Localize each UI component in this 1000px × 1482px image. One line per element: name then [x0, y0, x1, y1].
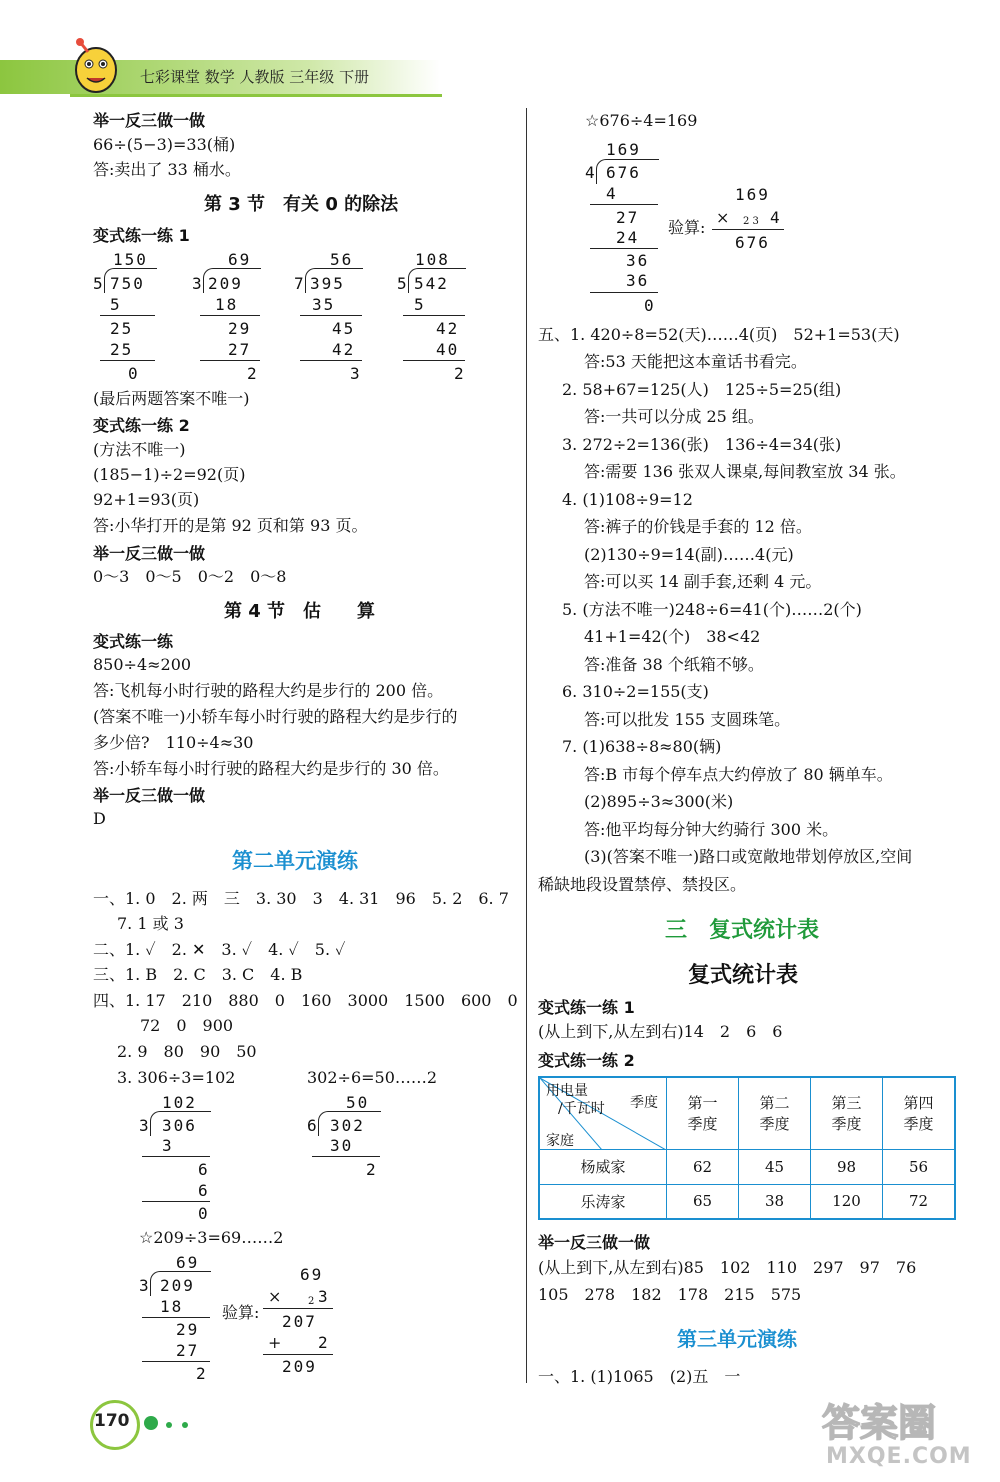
answer-line: 答:需要 136 张双人课桌,每间教室放 34 张。: [584, 462, 906, 481]
rule: [200, 360, 260, 361]
answer-line: 答:准备 38 个纸箱不够。: [584, 655, 764, 674]
carry: 2 3: [743, 216, 759, 227]
divisor: 3: [192, 274, 204, 293]
unit-title: 第三单元演练: [677, 1327, 797, 1351]
answer-line: (2)130÷9=14(副)……4(元): [584, 545, 794, 564]
dividend: 302: [330, 1116, 365, 1135]
section-heading: 举一反三做一做: [93, 544, 206, 563]
times-sign: ×: [268, 1287, 282, 1306]
answer-line: 6. 310÷2=155(支): [562, 682, 709, 701]
remainder: 0: [644, 296, 656, 315]
dividend: 542: [414, 274, 449, 293]
exercise-heading: 变式练一练 1: [538, 998, 635, 1017]
rule: [142, 1156, 210, 1157]
rule: [263, 1354, 333, 1355]
mascot-icon: [70, 34, 122, 96]
step: 18: [215, 295, 239, 314]
multiplicand: 69: [300, 1265, 324, 1284]
table-row: [539, 1184, 955, 1219]
quotient: 169: [606, 140, 641, 159]
answer-line: 五、1. 420÷8=52(天)……4(页) 52+1=53(天): [538, 325, 900, 344]
answer-line: 3. 306÷3=102: [117, 1068, 236, 1087]
step: 40: [436, 340, 460, 359]
answer-line: (2)895÷3≈300(米): [584, 792, 734, 811]
compound-stat-table: [538, 1076, 956, 1220]
divisor: 3: [139, 1116, 151, 1135]
rule: [712, 229, 784, 230]
step: 5: [414, 295, 426, 314]
multiplier: 3: [318, 1287, 330, 1306]
table-cell: 120: [811, 1184, 883, 1219]
step: 6: [198, 1160, 210, 1179]
multiplicand: 169: [735, 185, 770, 204]
divisor: 4: [585, 163, 597, 182]
column-header: 第四 季度: [883, 1077, 956, 1149]
corner-top: 用电量: [546, 1083, 588, 1099]
answer-line: (从上到下,从左到右)85 102 110 297 97 76: [538, 1258, 917, 1277]
column-header: 第三 季度: [811, 1077, 883, 1149]
rule: [590, 292, 658, 293]
rule: [142, 1317, 210, 1318]
corner-bottom: 家庭: [546, 1133, 574, 1149]
answer-line: 一、1. (1)1065 (2)五 一: [538, 1367, 741, 1386]
step: 42: [436, 319, 460, 338]
text-line: 多少倍? 110÷4≈30: [93, 733, 254, 752]
dot-icon: [166, 1422, 172, 1428]
rule: [142, 1361, 210, 1362]
text-line: 92+1=93(页): [93, 490, 200, 509]
quotient: 108: [415, 250, 450, 269]
text-line: 答:小华打开的是第 92 页和第 93 页。: [93, 516, 368, 535]
step: 25: [110, 340, 134, 359]
step: 27: [176, 1341, 200, 1360]
text-line: 850÷4≈200: [93, 655, 192, 674]
dot-icon: [144, 1416, 158, 1430]
multiplier: 4: [770, 208, 782, 227]
divisor: 3: [139, 1276, 151, 1295]
answer-line: 7. (1)638÷8≈80(辆): [562, 737, 722, 756]
step: 27: [228, 340, 252, 359]
step: 24: [616, 228, 640, 247]
dividend: 306: [162, 1116, 197, 1135]
dot-icon: [182, 1422, 188, 1428]
answer-line: 答:B 市每个停车点大约停放了 80 辆单车。: [584, 765, 893, 784]
watermark-logo: 答案圈: [822, 1401, 937, 1445]
text-line: 答:卖出了 33 桶水。: [93, 160, 241, 179]
dividend: 209: [208, 274, 243, 293]
exercise-heading: 变式练一练: [93, 632, 174, 651]
answer-line: (从上到下,从左到右)14 2 6 6: [538, 1022, 783, 1041]
step: 5: [110, 295, 122, 314]
answer-line: 2. 58+67=125(人) 125÷5=25(组): [562, 380, 842, 399]
text-line: D: [93, 809, 106, 828]
step: 3: [162, 1136, 174, 1155]
check-label: 验算:: [668, 218, 706, 237]
table-cell: 62: [667, 1149, 739, 1184]
column-header: 第一 季度: [667, 1077, 739, 1149]
text-line: 答:飞机每小时行驶的路程大约是步行的 200 倍。: [93, 681, 444, 700]
text-line: 答:小轿车每小时行驶的路程大约是步行的 30 倍。: [93, 759, 449, 778]
dividend: 395: [310, 274, 345, 293]
step: 35: [312, 295, 336, 314]
answer-line: 答:他平均每分钟大约骑行 300 米。: [584, 820, 839, 839]
text-line: 0～3 0～5 0～2 0～8: [93, 567, 287, 586]
row-label: 杨威家: [539, 1149, 667, 1184]
answer-line: (3)(答案不唯一)路口或宽敞地带划停放区,空间: [584, 847, 913, 866]
text-line: 66÷(5−3)=33(桶): [93, 135, 236, 154]
answer-line: 答:53 天能把这本童话书看完。: [584, 352, 807, 371]
table-cell: 56: [883, 1149, 956, 1184]
answer-line: 3. 272÷2=136(张) 136÷4=34(张): [562, 435, 842, 454]
corner-mid: /千瓦时: [558, 1101, 605, 1117]
column-divider: [526, 108, 527, 1383]
exercise-heading: 变式练一练 2: [538, 1051, 635, 1070]
header-underline: [70, 94, 442, 97]
dividend: 209: [160, 1276, 195, 1295]
quotient: 102: [162, 1093, 197, 1112]
divisor: 6: [307, 1116, 319, 1135]
remainder: 2: [196, 1364, 208, 1383]
check-label: 验算:: [222, 1303, 260, 1322]
exercise-heading: 变式练一练 1: [93, 226, 190, 245]
section-title: 复式统计表: [688, 963, 799, 988]
answer-line: ☆209÷3=69……2: [139, 1228, 284, 1247]
divisor: 5: [93, 274, 105, 293]
section-title: 第 4 节 估 算: [224, 601, 376, 622]
rule: [312, 1156, 380, 1157]
answer-line: ☆676÷4=169: [585, 111, 698, 130]
remainder: 3: [350, 364, 362, 383]
rule: [300, 315, 362, 316]
answer-line: 四、1. 17 210 880 0 160 3000 1500 600 0: [93, 991, 518, 1010]
table-cell: 65: [667, 1184, 739, 1219]
remainder: 0: [128, 364, 140, 383]
note: (最后两题答案不唯一): [93, 389, 250, 408]
text-line: (方法不唯一): [93, 440, 186, 459]
row-label: 乐涛家: [539, 1184, 667, 1219]
chapter-title: 三 复式统计表: [665, 918, 820, 943]
step: 27: [616, 208, 640, 227]
addend: 2: [318, 1333, 330, 1352]
step: 18: [160, 1297, 184, 1316]
answer-line: 答:可以批发 155 支圆珠笔。: [584, 710, 791, 729]
quotient: 69: [228, 250, 252, 269]
carry: 2: [308, 1296, 315, 1307]
quotient: 56: [330, 250, 354, 269]
answer-line: 41+1=42(个) 38<42: [584, 627, 761, 646]
quotient: 69: [176, 1253, 200, 1272]
answer-line: 4. (1)108÷9=12: [562, 490, 693, 509]
table-row: [539, 1149, 955, 1184]
answer-line: 7. 1 或 3: [117, 914, 184, 933]
rule: [100, 360, 155, 361]
section-title: 第 3 节 有关 0 的除法: [204, 194, 399, 215]
table-cell: 38: [739, 1184, 811, 1219]
sum: 209: [282, 1357, 317, 1376]
answer-line: 答:裤子的价钱是手套的 12 倍。: [584, 517, 812, 536]
step: 36: [626, 271, 650, 290]
answer-line: 稀缺地段设置禁停、禁投区。: [538, 875, 747, 894]
product: 207: [282, 1312, 317, 1331]
remainder: 2: [454, 364, 466, 383]
table-cell: 72: [883, 1184, 956, 1219]
rule: [590, 248, 658, 249]
text-line: (答案不唯一)小轿车每小时行驶的路程大约是步行的: [93, 707, 458, 726]
table-cell: 45: [739, 1149, 811, 1184]
remainder: 2: [366, 1160, 378, 1179]
quotient: 150: [113, 250, 148, 269]
divisor: 5: [397, 274, 409, 293]
column-header: 第二 季度: [739, 1077, 811, 1149]
step: 36: [626, 251, 650, 270]
answer-line: 105 278 182 178 215 575: [538, 1285, 802, 1304]
plus-sign: +: [268, 1333, 282, 1352]
step: 29: [176, 1320, 200, 1339]
remainder: 0: [198, 1204, 210, 1223]
rule: [200, 315, 260, 316]
dividend: 676: [606, 163, 641, 182]
step: 25: [110, 319, 134, 338]
answer-line: 一、1. 0 2. 两 三 3. 30 3 4. 31 96 5. 2 6. 7: [93, 889, 509, 908]
divisor: 7: [294, 274, 306, 293]
step: 6: [198, 1181, 210, 1200]
exercise-heading: 变式练一练 2: [93, 416, 190, 435]
step: 45: [332, 319, 356, 338]
step: 30: [330, 1136, 354, 1155]
answer-line: 5. (方法不唯一)248÷6=41(个)……2(个): [562, 600, 862, 619]
section-heading: 举一反三做一做: [538, 1233, 651, 1252]
quotient: 50: [346, 1093, 370, 1112]
unit-title: 第二单元演练: [232, 849, 358, 873]
header-title: 七彩课堂 数学 人教版 三年级 下册: [140, 68, 370, 86]
dividend: 750: [110, 274, 145, 293]
rule: [100, 315, 155, 316]
text-line: (185−1)÷2=92(页): [93, 465, 246, 484]
watermark-url: MXQE.COM: [826, 1444, 972, 1469]
times-sign: ×: [716, 208, 730, 227]
answer-line: 三、1. B 2. C 3. C 4. B: [93, 965, 303, 984]
answer-line: 2. 9 80 90 50: [117, 1042, 257, 1061]
rule: [590, 204, 658, 205]
rule: [263, 1308, 333, 1309]
table-cell: 98: [811, 1149, 883, 1184]
rule: [403, 360, 465, 361]
section-heading: 举一反三做一做: [93, 786, 206, 805]
table-corner: [539, 1077, 667, 1149]
remainder: 2: [247, 364, 259, 383]
product: 676: [735, 233, 770, 252]
step: 4: [606, 184, 618, 203]
rule: [142, 1201, 210, 1202]
corner-right: 季度: [630, 1095, 658, 1111]
page-number: 170: [94, 1411, 130, 1431]
step: 29: [228, 319, 252, 338]
answer-line: 答:可以买 14 副手套,还剩 4 元。: [584, 572, 822, 591]
answer-line: 答:一共可以分成 25 组。: [584, 407, 764, 426]
step: 42: [332, 340, 356, 359]
rule: [403, 315, 465, 316]
answer-line: 二、1. ✓ 2. ✕ 3. ✓ 4. ✓ 5. ✓: [93, 940, 346, 959]
rule: [300, 360, 362, 361]
section-heading: 举一反三做一做: [93, 111, 206, 130]
answer-line: 302÷6=50……2: [307, 1068, 438, 1087]
answer-line: 72 0 900: [140, 1016, 234, 1035]
